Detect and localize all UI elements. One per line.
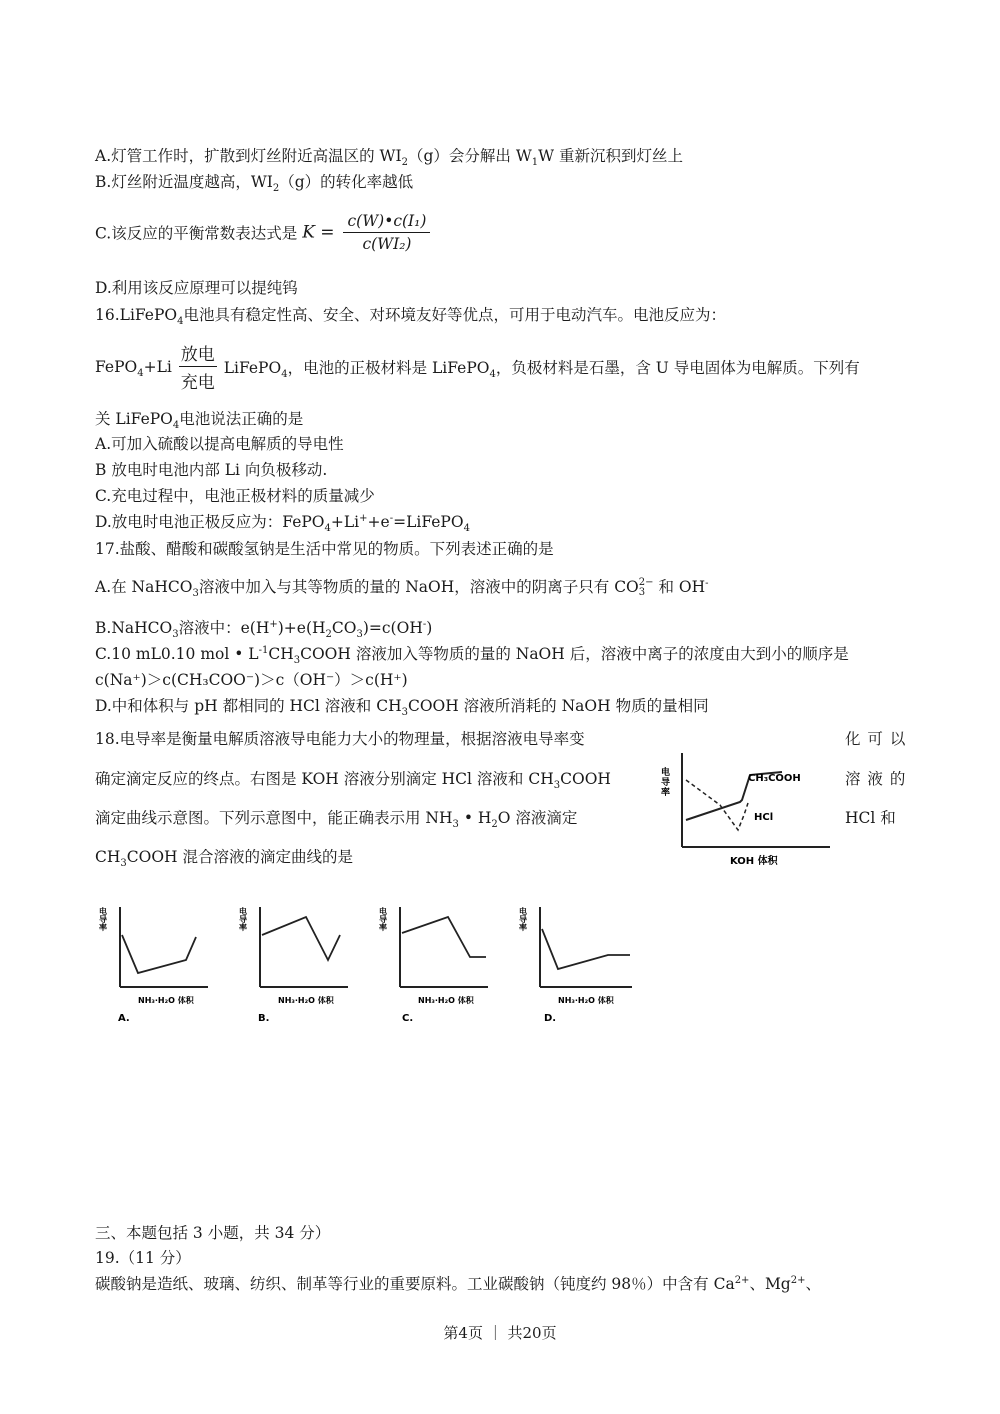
- ref-xlabel: KOH 体积: [730, 856, 778, 867]
- choice-d-curve: [542, 929, 630, 969]
- q17-option-a: A.在 NaHCO$_3$溶液中加入与其等物质的量的 NaOH，溶液中的阴离子只有 CO 2− 3 和 OH-: [95, 577, 709, 600]
- page-footer: 第4页 ｜ 共20页: [443, 1324, 557, 1342]
- q18-line2: 确定滴定反应的终点。右图是 KOH 溶液分别滴定 HCl 溶液和 $CH_3COOH$: [95, 770, 611, 792]
- choice-c-xlabel: NH₃·H₂O 体积: [418, 996, 474, 1005]
- choice-chart-c[interactable]: [380, 895, 490, 1030]
- choice-a-curve: [122, 935, 196, 973]
- choice-c-letter: C.: [402, 1013, 414, 1024]
- arrow-charge-label: 充电: [180, 373, 215, 393]
- q15-option-b: B.灯丝附近温度越高，$WI_2(g)$的转化率越低: [95, 173, 414, 195]
- q16-equation-line: FePO$_4$+Li 放电 充电 LiFePO$_4$，电池的正极材料是 LiFePO$_4$，负极材料是石墨，含 U 导电固体为电解质。下列有: [95, 340, 860, 393]
- q17-option-d: D.中和体积与 pH 都相同的 HCl 溶液和 $CH_3COOH$ 溶液所消耗的 NaOH 物质的量相同: [95, 697, 709, 719]
- choice-b-xlabel: NH₃·H₂O 体积: [278, 996, 334, 1005]
- fraction-denominator: c(WI₂): [362, 235, 412, 253]
- ref-series1-label: CH₃COOH: [748, 773, 801, 784]
- q19-text: 碳酸钠是造纸、玻璃、纺织、制革等行业的重要原料。工业碳酸钠（钝度约 98％）中含有 $Ca^{2+}$、$Mg^{2+}$、: [95, 1274, 821, 1293]
- choice-chart-b[interactable]: [240, 895, 350, 1030]
- section3-title: 三、本题包括 3 小题，共 34 分）: [95, 1224, 331, 1242]
- choice-b-ylabel: 电导率: [238, 907, 248, 931]
- q19-label: 19.（11 分）: [95, 1249, 191, 1267]
- q15-option-a: A.灯管工作时，扩散到灯丝附近高温区的 $WI_2(g)$会分解出 $W_1W$ 重新沉积到灯丝上: [95, 147, 683, 169]
- choice-d-ylabel: 电导率: [518, 907, 528, 931]
- choice-chart-a[interactable]: [100, 895, 210, 1030]
- q16-stem-line1: 16.LiFePO$_4$电池具有稳定性高、安全、对环境友好等优点，可用于电动汽车。电池反应为：: [95, 306, 727, 328]
- q16-option-d: D.放电时电池正极反应为：FePO$_4$+Li++e-=LiFePO$_4$: [95, 512, 470, 535]
- reaction-arrow: [179, 340, 217, 393]
- q15-option-d: D.利用该反应原理可以提纯钨: [95, 279, 298, 297]
- choice-d-letter: D.: [544, 1013, 557, 1024]
- q15-option-c: C.该反应的平衡常数表达式是 K = $\frac{\text{c(W)•c(I₁)}}{\text{c(WI₂)}}$: [95, 212, 434, 253]
- choice-chart-d[interactable]: [520, 895, 635, 1030]
- ref-ylabel-1: 电导率: [659, 767, 669, 797]
- arrow-discharge-label: 放电: [179, 340, 217, 367]
- ref-hcl-line: [686, 780, 748, 830]
- q18-line2-right: 溶 液 的: [845, 770, 907, 788]
- q18-line3: 滴定曲线示意图。下列示意图中，能正确表示用 $NH_3$ • $H_2O$ 溶液滴定: [95, 809, 578, 831]
- q17-option-b: B.NaHCO$_3$溶液中：$e(H^+)+e(H_2CO_3)=c(OH^-)$: [95, 618, 433, 641]
- q16-stem-line3: 关 LiFePO$_4$电池说法正确的是: [95, 410, 304, 432]
- choice-b-curve: [262, 917, 340, 960]
- q17-stem: 17.盐酸、醋酸和碳酸氢钠是生活中常见的物质。下列表述正确的是: [95, 540, 554, 558]
- q18-line4: $CH_3COOH$ 混合溶液的滴定曲线的是: [95, 848, 353, 870]
- q17-option-c-line1: C.10 mL0.10 mol • $L^{-1}CH_3COOH$ 溶液加入等物质的量的 NaOH 后，溶液中离子的浓度由大到小的顺序是: [95, 644, 849, 667]
- ref-series2-label: HCl: [754, 812, 774, 823]
- equilibrium-k: K =: [302, 222, 335, 243]
- choice-a-xlabel: NH₃·H₂O 体积: [138, 996, 194, 1005]
- q16-option-b: B 放电时电池内部 Li 向负极移动.: [95, 461, 328, 479]
- choice-b-letter: B.: [258, 1013, 270, 1024]
- choice-a-ylabel: 电导率: [98, 907, 108, 931]
- q16-option-c: C.充电过程中，电池正极材料的质量减少: [95, 487, 375, 505]
- choice-d-xlabel: NH₃·H₂O 体积: [558, 996, 614, 1005]
- choice-c-curve: [402, 917, 486, 957]
- q16-option-a: A.可加入硫酸以提高电解质的导电性: [95, 435, 344, 453]
- choice-c-ylabel: 电导率: [378, 907, 388, 931]
- q18-line3-right: HCl 和: [845, 809, 896, 827]
- q18-line1: 18.电导率是衡量电解质溶液导电能力大小的物理量，根据溶液电导率变: [95, 730, 585, 748]
- q17-option-c-line2: c(Na⁺)＞c(CH₃COO⁻)＞c（OH⁻）＞c(H⁺): [95, 671, 408, 689]
- equilibrium-fraction: [343, 212, 430, 253]
- fraction-numerator: c(W)•c(I₁): [343, 212, 430, 233]
- reference-titration-chart: [660, 745, 835, 870]
- choice-a-letter: A.: [118, 1013, 130, 1024]
- q18-line1-right: 化 可 以: [845, 730, 907, 748]
